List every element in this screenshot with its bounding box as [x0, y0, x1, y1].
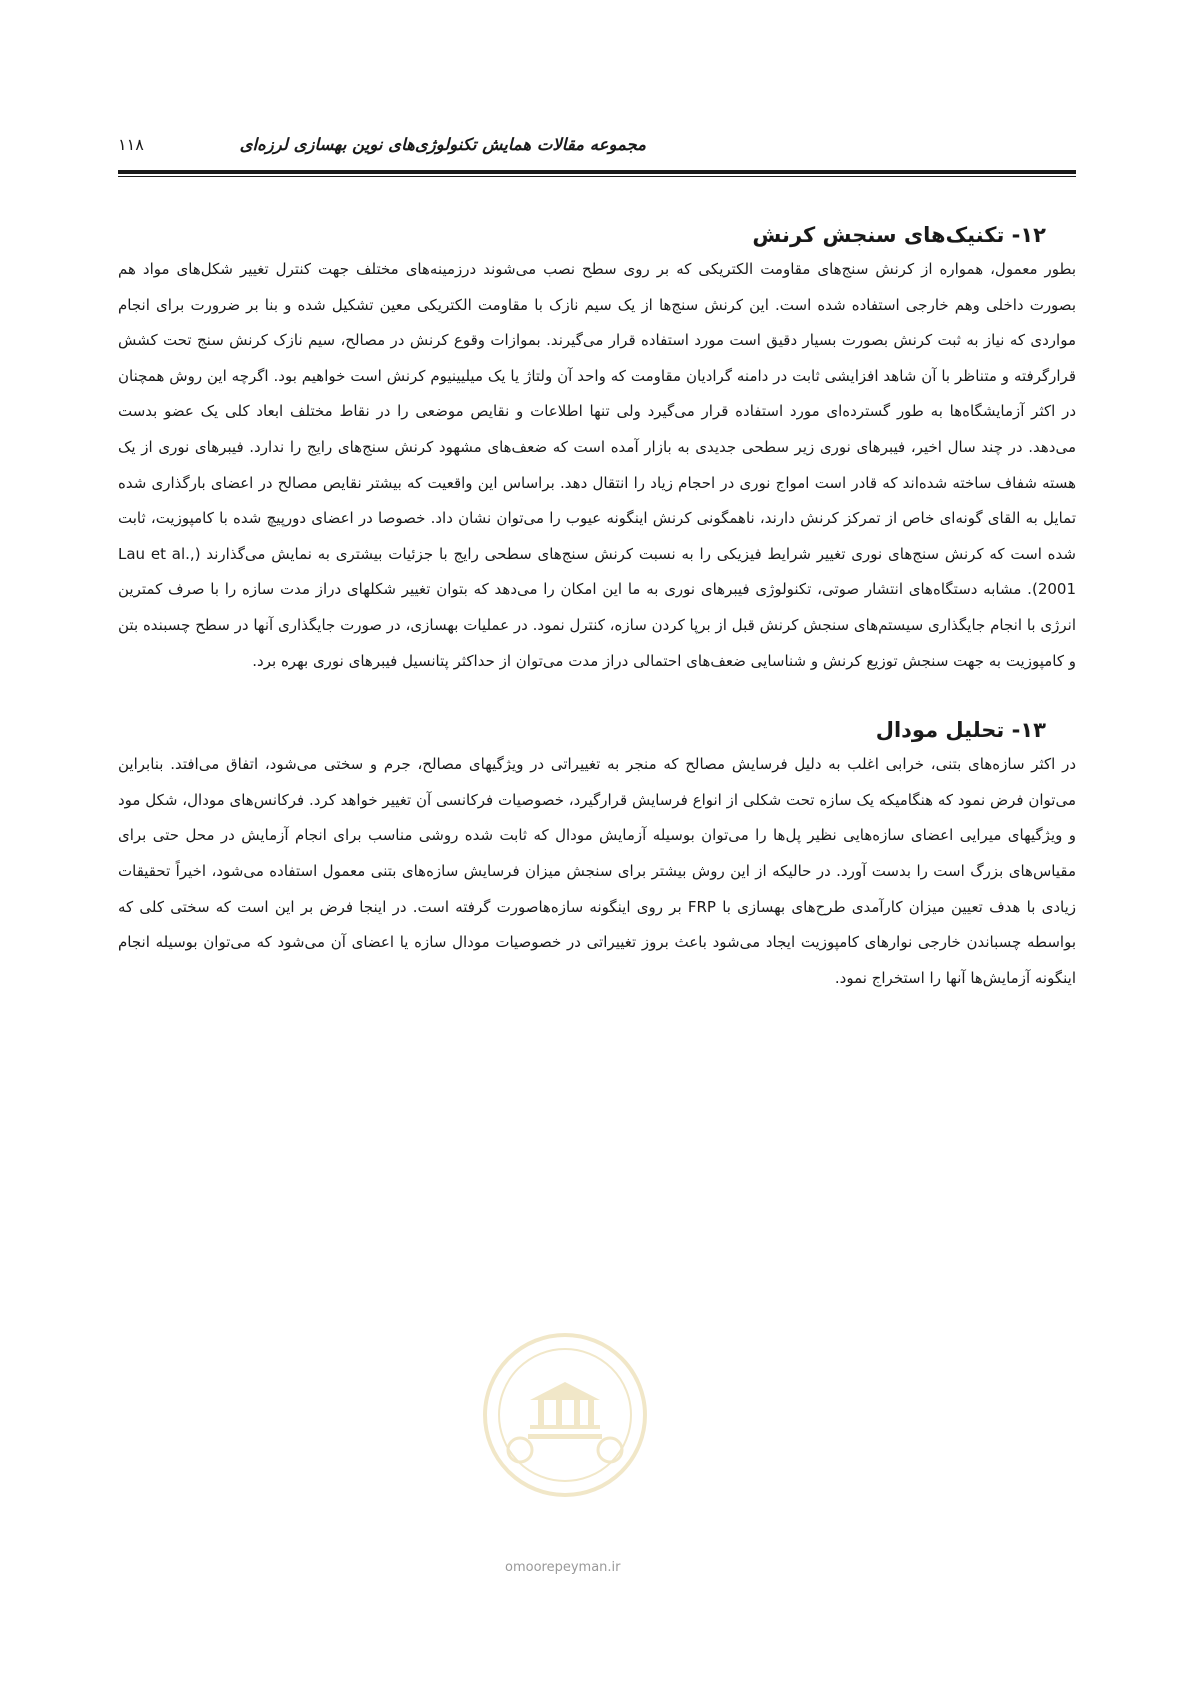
section-paragraph: در اکثر سازه‌های بتنی، خرابی اغلب به دلیل فرسایش مصالح که منجر به تغییراتی در ویژگیهای مصالح، جرم و سختی می‌شود، اتفاق می‌افتد. بنابراین می‌توان فرض نمود که هنگامیکه یک سازه تحت شکلی از انواع فرسایش قرارگیرد، خصوصیات فرکانسی آن تغییر خواهد کرد. فرکانس‌های مودال، شکل مود و ویژگیهای میرایی اعضای سازه‌هایی نظیر پل‌ها را می‌توان بوسیله آزمایش مودال که ثابت شده روشی مناسب برای انجام آزمایش در محل حتی برای مقیاس‌های بزرگ است را بدست آورد. در حالیکه از این روش بیشتر برای سنجش میزان فرسایش سازه‌های بتنی معمول استفاده می‌شود، اخیراً تحقیقات زیادی با هدف تعیین میزان کارآمدی طرح‌های بهسازی با FRP بر روی اینگونه سازه‌هاصورت گرفته است. در اینجا فرض بر این است که سختی کلی که بواسطه چسباندن خارجی نوارهای کامپوزیت ایجاد می‌شود باعث بروز تغییراتی در خصوصیات مودال سازه یا اعضای آن می‌شود که می‌توان بوسیله انجام اینگونه آزمایش‌ها آنها را استخراج نمود.: [118, 755, 1077, 987]
section-paragraph: بطور معمول، همواره از کرنش سنج‌های مقاومت الکتریکی که بر روی سطح نصب می‌شوند درزمینه‌های مختلف جهت کنترل تغییر شکل‌های مواد هم بصورت داخلی وهم خارجی استفاده شده است. این کرنش سنج‌ها از یک سیم نازک با مقاومت الکتریکی معین تشکیل شده و بنا بر ضرورت برای انجام مواردی که نیاز به ثبت کرنش بصورت بسیار دقیق است مورد استفاده قرار می‌گیرند. بموازات وقوع کرنش در مصالح، سیم نازک کرنش سنج تحت کشش قرارگرفته و متناظر با آن شاهد افزایشی ثابت در دامنه گرادیان مقاومت که واحد آن ولتاژ یا یک میلیینیوم کرنش است خواهیم بود. اگرچه این روش همچنان در اکثر آزمایشگاه‌ها به طور گسترده‌ای مورد استفاده قرار می‌گیرد ولی تنها اطلاعات و نقایص موضعی را در نقاط مختلف ابعاد کلی یک عضو بدست می‌دهد. در چند سال اخیر، فیبرهای نوری زیر سطحی جدیدی به بازار آمده است که ضعف‌های مشهود کرنش سنج‌های رایج را ندارد. فیبرهای نوری از یک هسته شفاف ساخته شده‌اند که قادر است امواج نوری در احجام زیاد را انتقال دهد. براساس این واقعیت که بیشتر نقایص مصالح در اعضای بارگذاری شده تمایل به القای گونه‌ای خاص از تمرکز کرنش دارند، ناهمگونی کرنش اینگونه عیوب را می‌توان نشان داد. خصوصا در اعضای دورپیچ شده با کامپوزیت، ثابت شده است که کرنش سنج‌های نوری تغییر شرایط فیزیکی را به نسبت کرنش سنج‌های سطحی رایج با جزئیات بیشتری به نمایش می‌گذارند (Lau et al., 2001). مشابه دستگاه‌های انتشار صوتی، تکنولوژی فیبرهای نوری به ما این امکان را می‌دهد که بتوان تغییر شکلهای دراز مدت سازه را با صرف کمترین انرژی با انجام جایگذاری سیستم‌های سنجش کرنش قبل از برپا کردن سازه، کنترل نمود. در عملیات بهسازی، در صورت جایگذاری آنها در سطح چسبنده بتن و کامپوزیت به جهت سنجش توزیع کرنش و شناسایی ضعف‌های احتمالی دراز مدت می‌توان از حداکثر پتانسیل فیبرهای نوری بهره برد.: [118, 260, 1076, 670]
article-body: [118, 218, 1076, 996]
section-heading: ۱۲- تکنیک‌های سنجش کرنش: [752, 223, 1046, 247]
page-number: ۱۱۸: [118, 135, 144, 154]
running-header: [118, 131, 1076, 163]
header-rule-thin: [118, 176, 1076, 177]
watermark-url: omoorepeyman.ir: [505, 1560, 621, 1575]
section-heading: ۱۳- تحلیل مودال: [875, 718, 1046, 743]
header-rule: [118, 170, 1076, 174]
section-12: [118, 218, 1076, 679]
section-13: [118, 713, 1076, 996]
watermark-logo: [480, 1330, 650, 1500]
header-title: مجموعه مقالات همایش تکنولوژی‌های نوین بهسازی لرزه‌ای: [239, 135, 646, 154]
